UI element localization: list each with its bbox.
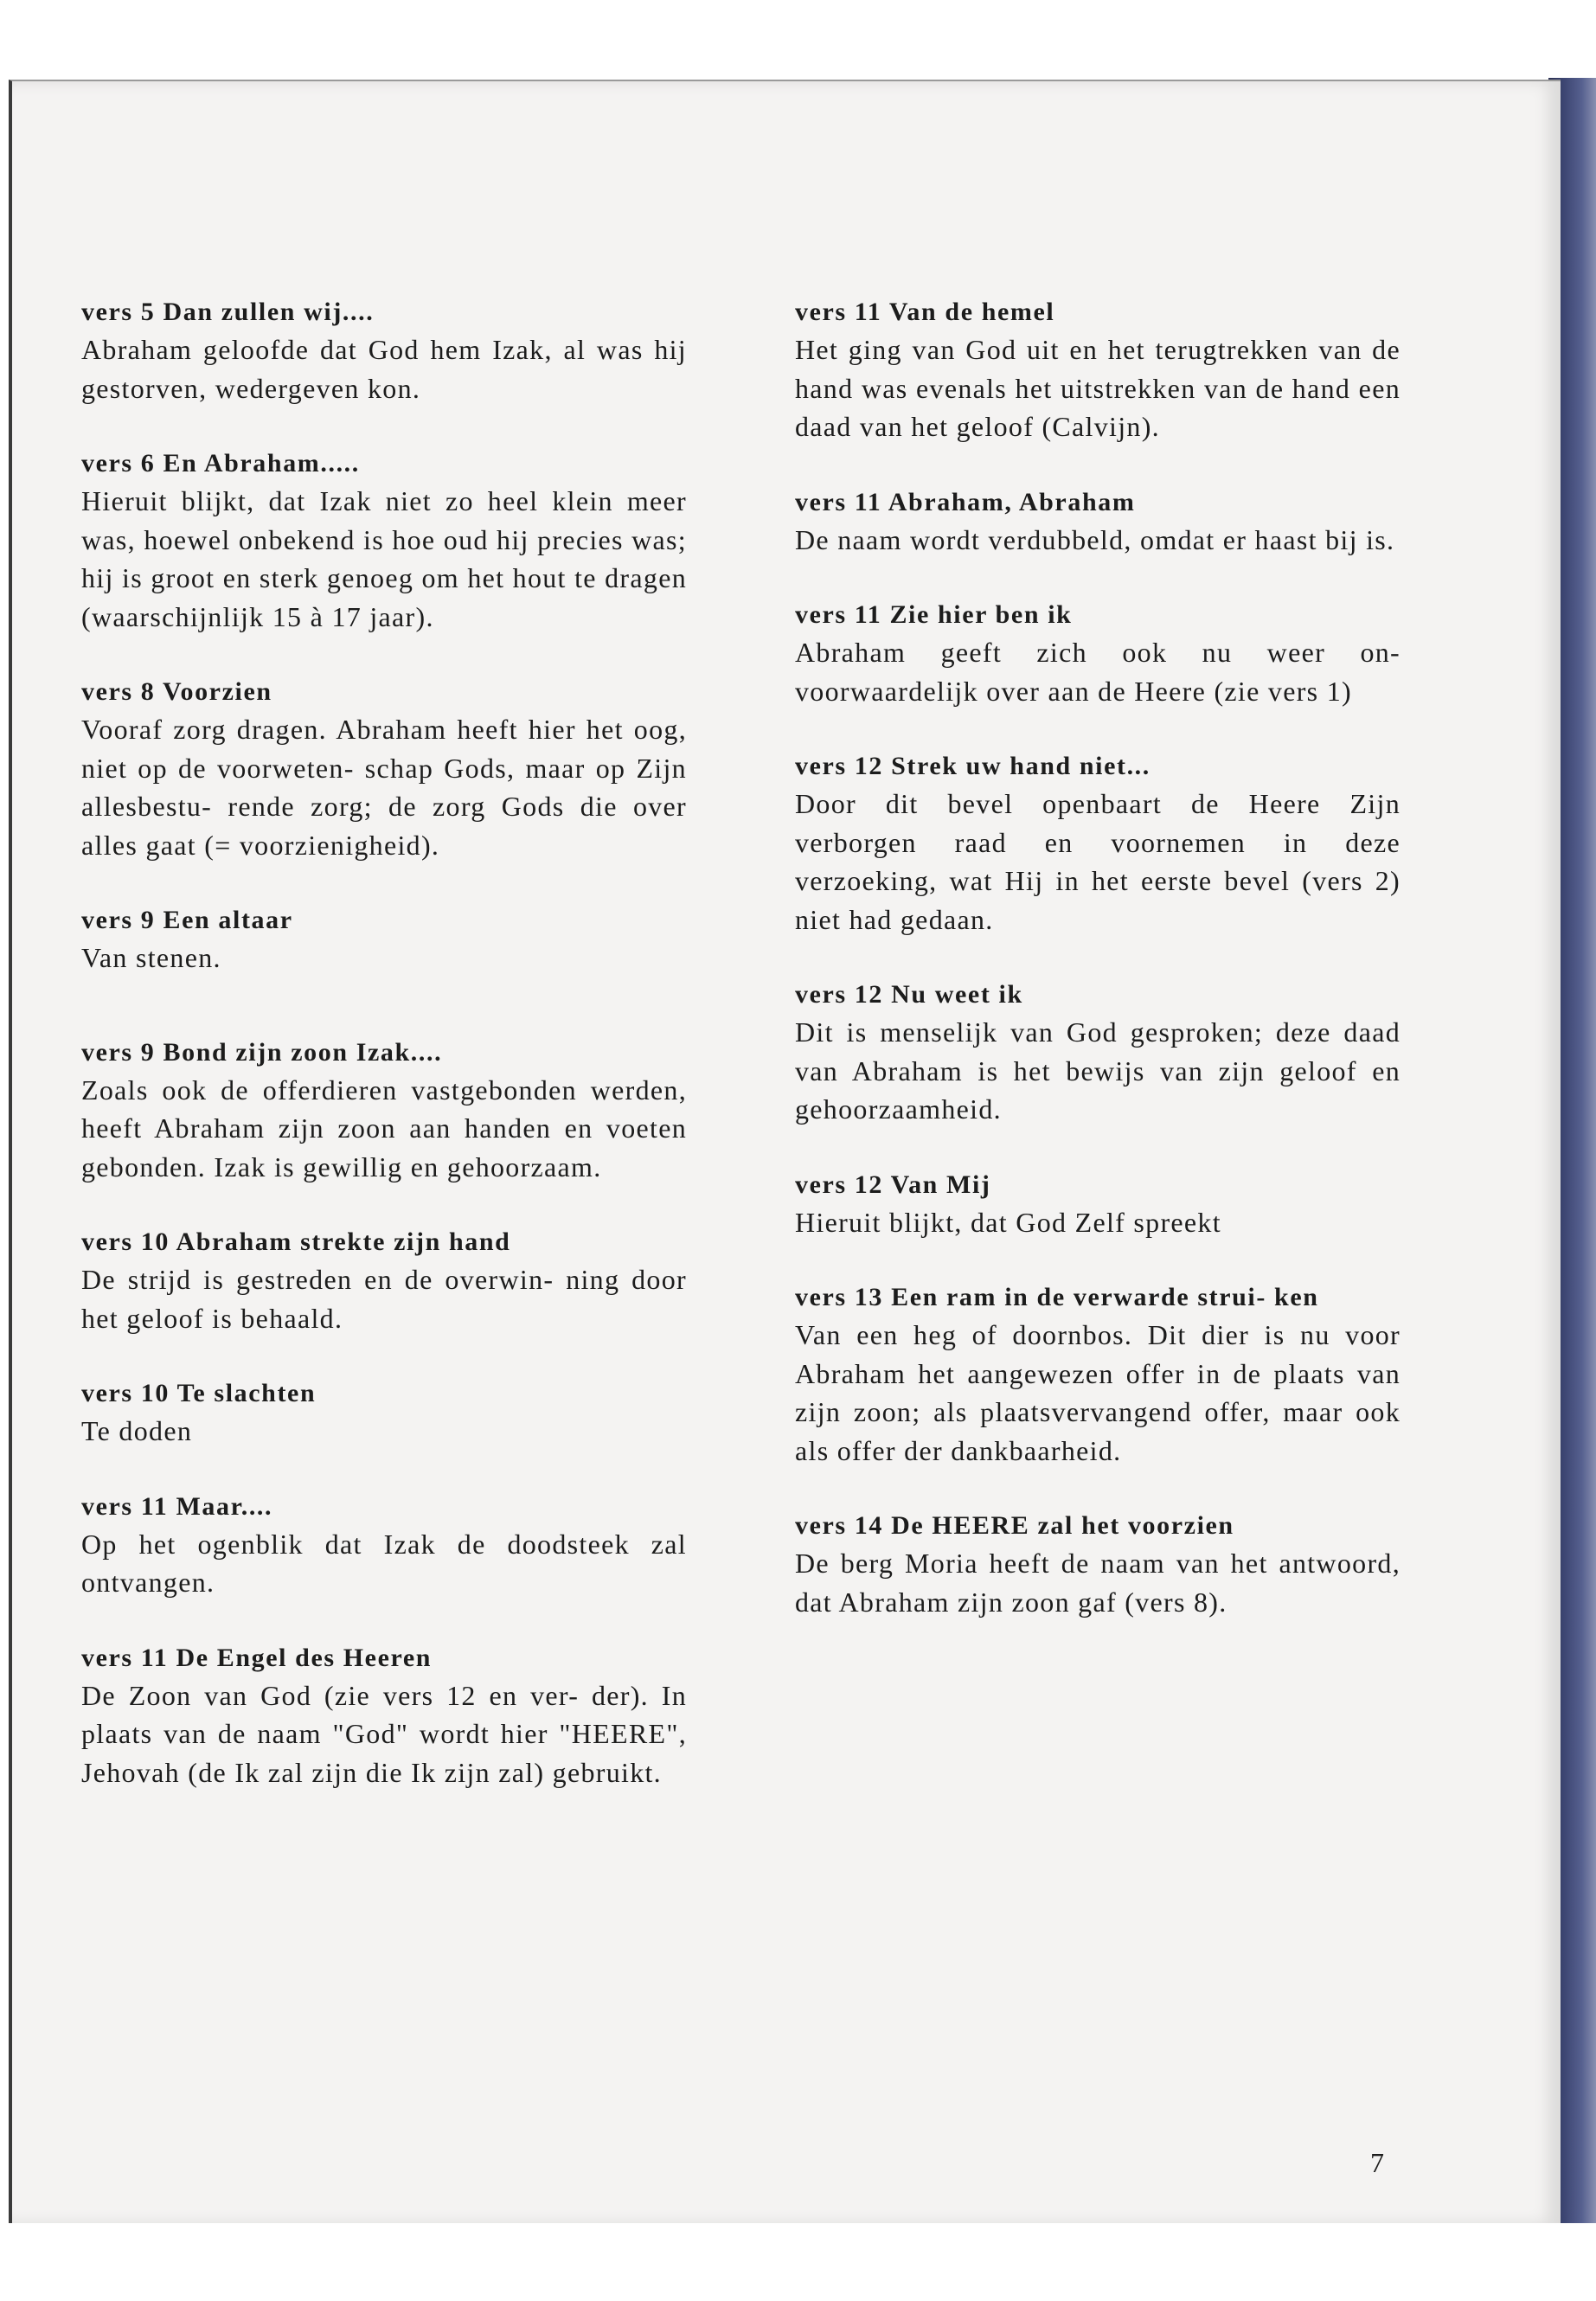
entry-title: vers 11 Zie hier ben ik	[795, 600, 1073, 629]
left-column	[81, 294, 687, 1830]
entry-body: Abraham geeft zich ook nu weer on- voorwaardelijk over aan de Heere (zie vers 1)	[795, 637, 1401, 707]
entry-vers-11-maar	[81, 1489, 687, 1602]
entry-title: vers 5 Dan zullen wij....	[81, 298, 375, 326]
entry-title: vers 10 Te slachten	[81, 1379, 317, 1407]
entry-vers-5	[81, 294, 687, 407]
entry-body: Te doden	[81, 1415, 193, 1446]
entry-title: vers 12 Nu weet ik	[795, 980, 1023, 1009]
entry-vers-10-slachten	[81, 1375, 687, 1451]
entry-vers-11-engel	[81, 1640, 687, 1792]
entry-body: Zoals ook de offerdieren vastgebonden werden, heeft Abraham zijn zoon aan handen en voeten gebonden. Izak is gewillig en gehoorzaam.	[81, 1074, 687, 1183]
entry-title: vers 9 Bond zijn zoon Izak....	[81, 1037, 443, 1067]
entry-title: vers 13 Een ram in de verwarde strui- ken	[795, 1283, 1319, 1311]
entry-body: De naam wordt verdubbeld, omdat er haast bij is.	[795, 523, 1395, 555]
entry-body: Op het ogenblik dat Izak de doodsteek zal ontvangen.	[81, 1528, 687, 1598]
entry-body: Hieruit blijkt, dat God Zelf spreekt	[795, 1206, 1221, 1238]
entry-vers-11-hemel	[795, 294, 1401, 446]
entry-vers-12-nu-weet	[795, 977, 1401, 1129]
entry-title: vers 8 Voorzien	[81, 677, 272, 706]
entry-body: Door dit bevel openbaart de Heere Zijn verborgen raad en voornemen in deze verzoeking, wat Hij in het eerste bevel (vers 2) niet had gedaan.	[795, 788, 1401, 935]
entry-vers-9-altaar	[81, 902, 687, 977]
entry-title: vers 14 De HEERE zal het voorzien	[795, 1511, 1234, 1540]
entry-vers-14-voorzien	[795, 1508, 1401, 1621]
entry-body: De strijd is gestreden en de overwin- ning door het geloof is behaald.	[81, 1264, 687, 1334]
entry-body: Van een heg of doornbos. Dit dier is nu voor Abraham het aangewezen offer in de plaats van zijn zoon; als plaatsvervangend offer, maar ook als offer der dankbaarheid.	[795, 1319, 1401, 1466]
scan-margin-bottom	[0, 2223, 1596, 2301]
entry-title: vers 9 Een altaar	[81, 906, 293, 934]
entry-title: vers 12 Strek uw hand niet...	[795, 752, 1151, 780]
scan-margin-top	[0, 0, 1596, 80]
entry-body: Abraham geloofde dat God hem Izak, al was hij gestorven, wedergeven kon.	[81, 334, 687, 404]
right-column	[795, 294, 1401, 1659]
entry-vers-11-abraham	[795, 484, 1401, 560]
entry-vers-8	[81, 674, 687, 864]
entry-title: vers 11 Van de hemel	[795, 298, 1055, 326]
entry-vers-12-van-mij	[795, 1167, 1401, 1242]
entry-body: Van stenen.	[81, 942, 221, 973]
entry-vers-11-zie-hier	[795, 597, 1401, 710]
entry-vers-9-bond	[81, 1035, 687, 1187]
entry-body: Vooraf zorg dragen. Abraham heeft hier het oog, niet op de voorweten- schap Gods, maar op Zijn allesbestu- rende zorg; de zorg Gods die over alles gaat (= voorzienigheid).	[81, 714, 687, 861]
entry-title: vers 11 Abraham, Abraham	[795, 487, 1136, 516]
entry-body: Hieruit blijkt, dat Izak niet zo heel klein meer was, hoewel onbekend is hoe oud hij precies was; hij is groot en sterk genoeg om het hout te dragen (waarschijnlijk 15 à 17 jaar).	[81, 485, 687, 632]
entry-title: vers 6 En Abraham.....	[81, 449, 360, 478]
entry-body: De berg Moria heeft de naam van het antwoord, dat Abraham zijn zoon gaf (vers 8).	[795, 1548, 1401, 1618]
entry-vers-13-ram	[795, 1279, 1401, 1470]
page-number: 7	[1370, 2147, 1384, 2178]
entry-title: vers 10 Abraham strekte zijn hand	[81, 1227, 511, 1256]
entry-vers-6	[81, 445, 687, 636]
entry-title: vers 11 Maar....	[81, 1491, 273, 1521]
entry-vers-12-strek	[795, 748, 1401, 939]
entry-body: Het ging van God uit en het terugtrekken van de hand was evenals het uitstrekken van de hand een daad van het geloof (Calvijn).	[795, 334, 1401, 442]
entry-title: vers 12 Van Mij	[795, 1170, 991, 1199]
entry-title: vers 11 De Engel des Heeren	[81, 1643, 433, 1672]
entry-vers-10-hand	[81, 1224, 687, 1337]
book-page	[9, 80, 1561, 2225]
entry-body: De Zoon van God (zie vers 12 en ver- der). In plaats van de naam "God" wordt hier "HEERE", Jehovah (de Ik zal zijn die Ik zijn zal) gebruikt.	[81, 1679, 687, 1788]
entry-body: Dit is menselijk van God gesproken; deze daad van Abraham is het bewijs van zijn geloof en gehoorzaamheid.	[795, 1016, 1401, 1125]
